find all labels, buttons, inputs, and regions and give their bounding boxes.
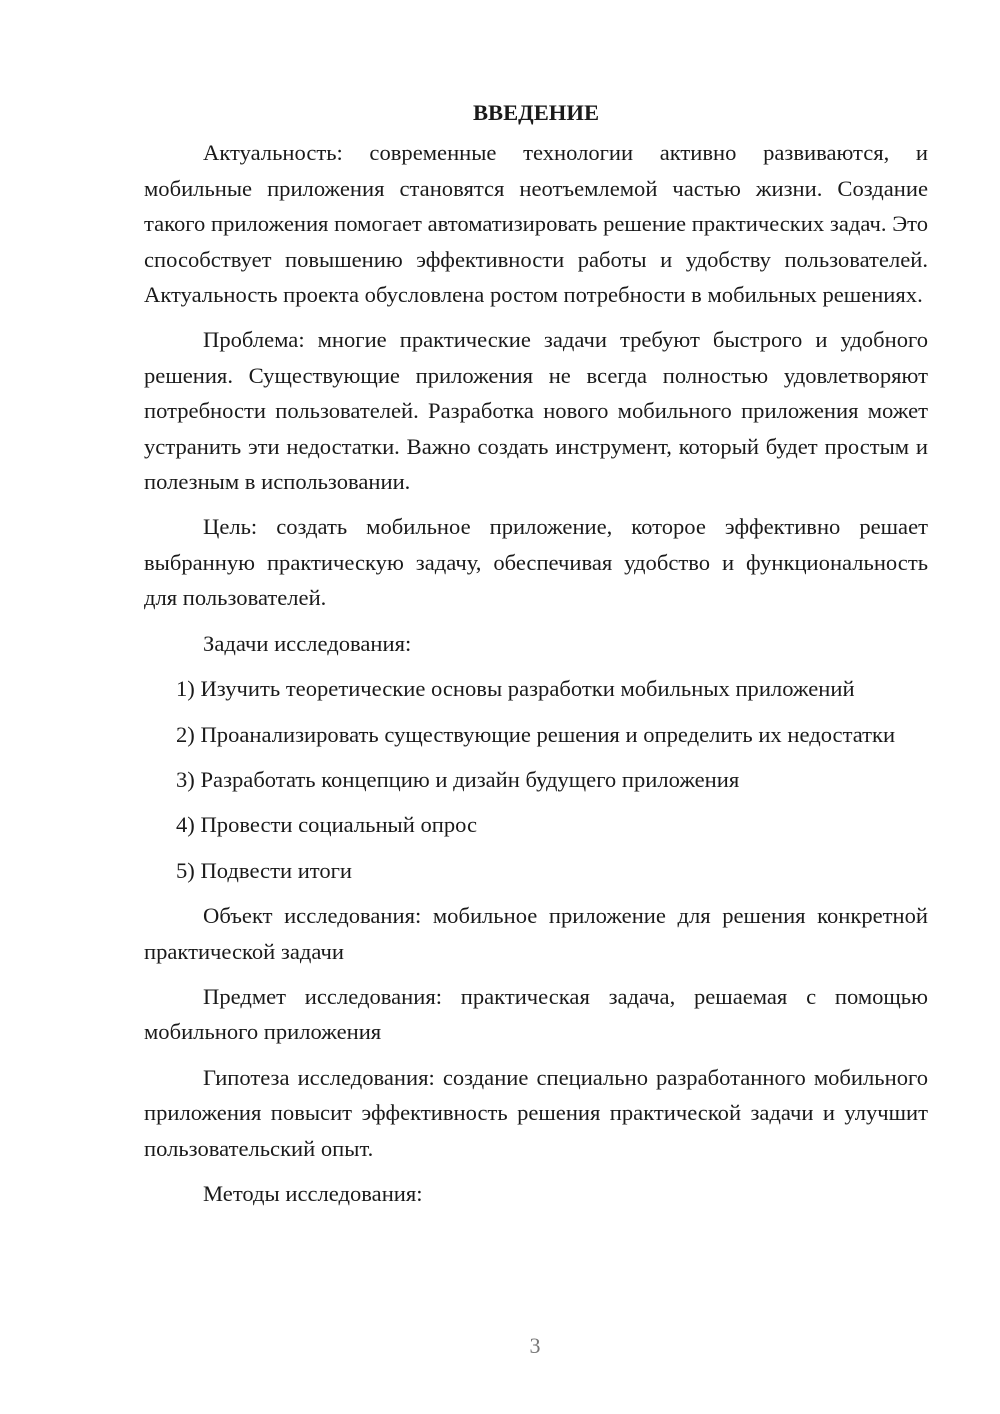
document-page: [144, 95, 928, 1221]
paragraph-relevance: Актуальность: современные технологии активно развиваются, и мобильные приложения становятся неотъемлемой частью жизни. Создание такого приложения помогает автоматизировать решение практических задач. Это способствует повышению эффективности работы и удобству пользователей. Актуальность проекта обусловлена ростом потребности в мобильных решениях.: [144, 140, 928, 308]
methods-heading: Методы исследования:: [203, 1180, 423, 1206]
paragraph-problem: Проблема: многие практические задачи требуют быстрого и удобного решения. Существующие приложения не всегда полностью удовлетворяют потребности пользователей. Разработка нового мобильного приложения может устранить эти недостатки. Важно создать инструмент, который будет простым и полезным в использовании.: [144, 327, 928, 495]
task-item-4: 4) Провести социальный опрос: [176, 812, 478, 838]
task-item-2: 2) Проанализировать существующие решения и определить их недостатки: [176, 721, 896, 747]
tasks-heading: Задачи исследования:: [203, 630, 412, 656]
paragraph-subject: Предмет исследования: практическая задача, решаемая с помощью мобильного приложения: [144, 983, 928, 1045]
paragraph-hypothesis: Гипотеза исследования: создание специально разработанного мобильного приложения повысит эффективность решения практической задачи и улучшит пользовательский опыт.: [144, 1064, 928, 1161]
section-title: ВВЕДЕНИЕ: [472, 100, 600, 125]
task-item-5: 5) Подвести итоги: [176, 857, 353, 883]
task-item-3: 3) Разработать концепцию и дизайн будущего приложения: [176, 766, 740, 792]
page-number: 3: [529, 1333, 541, 1358]
task-item-1: 1) Изучить теоретические основы разработки мобильных приложений: [176, 676, 855, 702]
paragraph-goal: Цель: создать мобильное приложение, которое эффективно решает выбранную практическую задачу, обеспечивая удобство и функциональность для пользователей.: [144, 514, 928, 611]
paragraph-object: Объект исследования: мобильное приложение для решения конкретной практической задачи: [144, 903, 928, 964]
